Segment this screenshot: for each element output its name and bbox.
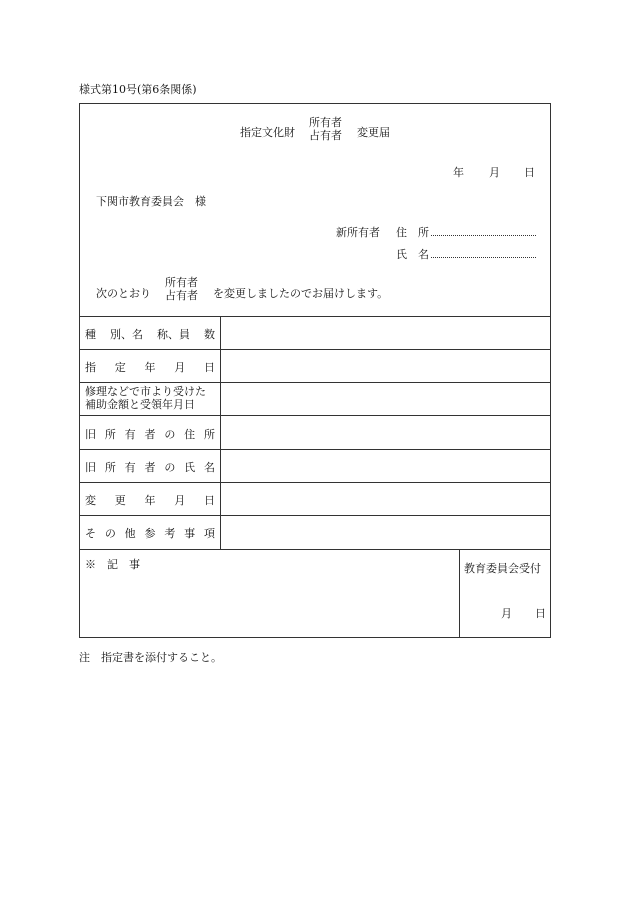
row-other-notes-label: そ の 他 参 考 事 項 <box>85 527 215 540</box>
new-owner-name-label: 氏 名 <box>396 248 429 261</box>
row-type-name-count-label: 種 別、名 称、員 数 <box>85 328 215 341</box>
row-change-date-field[interactable] <box>224 486 546 512</box>
title-option-occupant: 占有者 <box>309 129 342 142</box>
statement-option-occupant: 占有者 <box>165 289 198 302</box>
footnote: 注 指定書を添付すること。 <box>79 651 222 664</box>
form-number: 様式第10号(第6条関係) <box>79 83 197 96</box>
row-former-owner-address-label: 旧 所 有 者 の 住 所 <box>85 428 215 441</box>
row-former-owner-name-label: 旧 所 有 者 の 氏 名 <box>85 461 215 474</box>
statement-role-options <box>165 276 198 302</box>
form-table <box>79 103 551 638</box>
date-year-label: 年 <box>453 166 464 179</box>
statement-prefix: 次のとおり <box>96 287 151 300</box>
row-subsidy-label: 修理などで市より受けた 補助金額と受領年月日 <box>85 385 206 411</box>
title-option-owner: 所有者 <box>309 116 342 129</box>
reception-label: 教育委員会受付 <box>464 562 541 575</box>
title-role-options <box>309 116 342 142</box>
addressee: 下関市教育委員会 様 <box>96 195 206 208</box>
statement-suffix: を変更しましたのでお届けします。 <box>213 287 389 300</box>
title-prefix: 指定文化財 <box>240 126 295 139</box>
row-designation-date-field[interactable] <box>224 353 546 379</box>
row-former-owner-name-field[interactable] <box>224 453 546 479</box>
row-type-name-count-field[interactable] <box>224 320 546 346</box>
remarks-label: ※ 記 事 <box>85 558 140 571</box>
title-suffix: 変更届 <box>357 126 390 139</box>
row-designation-date-label: 指 定 年 月 日 <box>85 361 215 374</box>
date-month-label: 月 <box>489 166 500 179</box>
row-change-date-label: 変 更 年 月 日 <box>85 494 215 507</box>
row-former-owner-address-field[interactable] <box>224 419 546 445</box>
new-owner-address-label: 住 所 <box>396 226 429 239</box>
new-owner-name-field[interactable] <box>431 247 536 258</box>
date-day-label: 日 <box>524 166 535 179</box>
new-owner-label: 新所有者 <box>336 226 380 239</box>
row-subsidy-field[interactable] <box>224 386 546 412</box>
new-owner-address-field[interactable] <box>431 225 536 236</box>
remarks-field[interactable] <box>85 574 453 634</box>
statement-option-owner: 所有者 <box>165 276 198 289</box>
reception-day-label: 日 <box>535 607 546 620</box>
row-other-notes-field[interactable] <box>224 519 546 545</box>
reception-month-label: 月 <box>501 607 512 620</box>
